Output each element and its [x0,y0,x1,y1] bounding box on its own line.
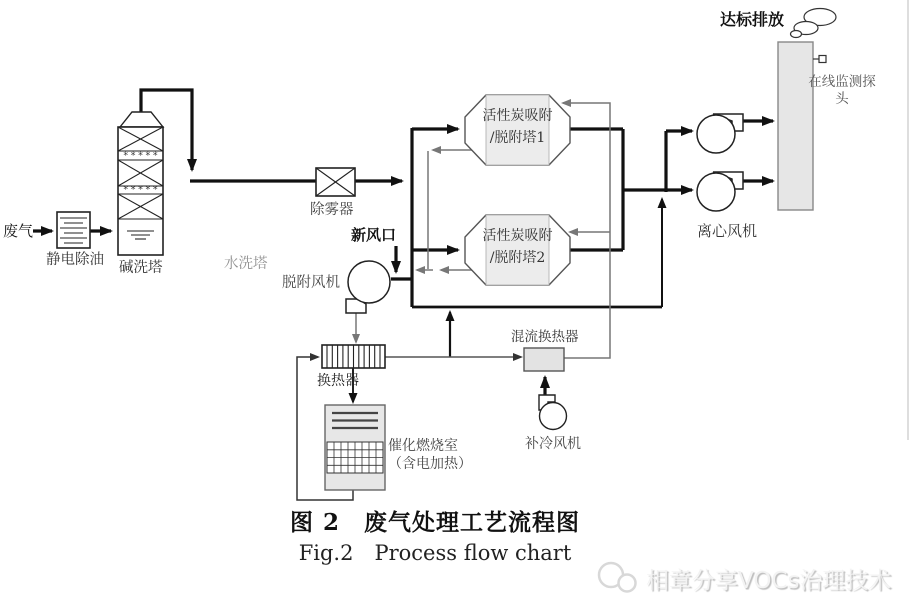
catalytic-combustion-chamber-shape [325,405,385,490]
centrifugal-fan-label: 离心风机 [697,222,758,240]
mixed-flow-heat-exchanger-label: 混流换热器 [511,329,579,345]
figure-caption-zh: 图 2 废气处理工艺流程图 [289,509,580,536]
compliant-discharge-label: 达标排放 [720,10,785,29]
demister-shape [316,168,355,196]
watermark-logo-icon [596,556,640,600]
fresh-air-inlet-label: 新风口 [351,226,397,244]
desorption-fan-shape [346,261,390,313]
catalytic-chamber-label-line1: 催化燃烧室 [388,438,458,454]
online-monitoring-probe-label: 在线监测探头 [808,74,876,107]
makeup-cooling-fan-label: 补冷风机 [525,436,581,452]
centrifugal-fan-1-shape [697,114,743,153]
catalytic-chamber-label-line2: （含电加热） [388,455,472,472]
figure-caption-en: Fig.2 Process flow chart [298,541,572,565]
spray-band-1: * * * * * [123,151,158,162]
mixed-flow-heat-exchanger-shape [524,348,564,371]
carbon-tower2-label [465,226,570,269]
demister-label: 除雾器 [310,202,354,218]
water-wash-tower-label: 水洗塔 [224,256,268,272]
watermark [596,556,891,600]
carbon-tower1-label-line1: 活性炭吸附 [482,108,553,124]
alkali-wash-tower-shape [118,112,163,255]
makeup-cooling-fan-shape [539,395,567,430]
centrifugal-fan-2-shape [697,172,743,211]
heat-exchanger-label: 换热器 [317,373,359,389]
carbon-tower2-label-line2: /脱附塔2 [489,249,546,266]
exhaust-stack-shape [778,42,813,210]
carbon-tower1-label [465,106,570,149]
smoke-clouds [791,9,837,38]
alkali-wash-tower-label: 碱洗塔 [119,260,163,276]
catalytic-chamber-label [388,438,472,473]
electrostatic-oil-remover-shape [57,212,90,248]
desorption-fan-label: 脱附风机 [282,275,340,291]
electrostatic-oil-removal-label: 静电除油 [46,252,104,268]
online-monitoring-probe-shape [813,56,826,63]
waste-gas-label: 废气 [3,222,34,240]
carbon-tower1-label-line2: /脱附塔1 [489,129,546,146]
carbon-tower2-label-line1: 活性炭吸附 [482,228,553,244]
watermark-text: 相章分享VOCs治理技术 [646,567,892,594]
heat-exchanger-shape [322,345,385,368]
spray-band-2: * * * * * [123,185,158,196]
